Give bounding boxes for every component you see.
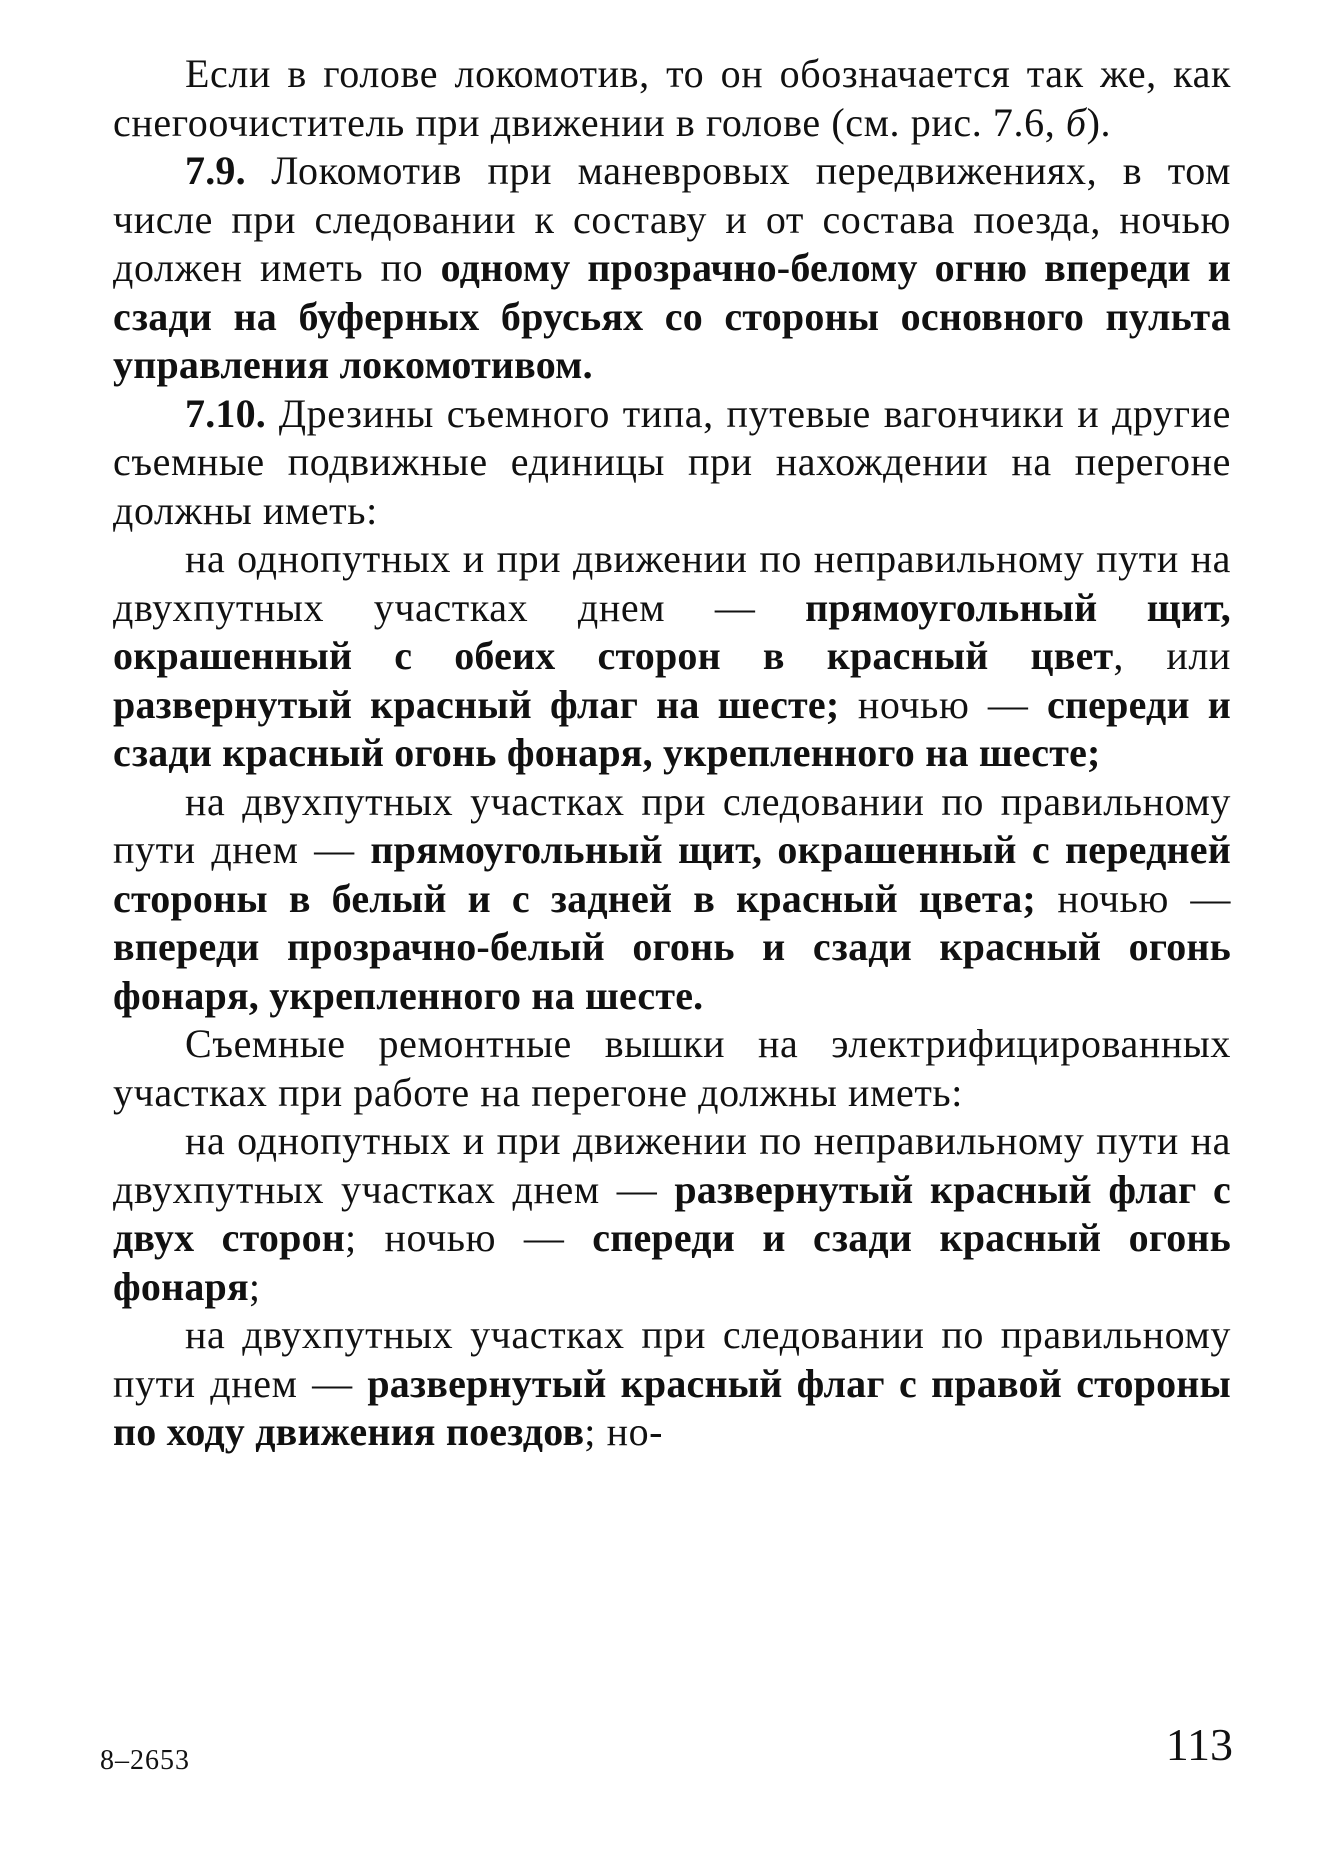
- bold-text: спереди и сзади красный огонь фонаря: [113, 1215, 1231, 1309]
- text-run: , или: [1113, 633, 1231, 678]
- bold-text: прямоугольный щит, окрашенный с обеих сторон в красный цвет: [113, 584, 1231, 678]
- text-run: ; ночью —: [345, 1215, 593, 1260]
- text-run: Локомотив при маневровых передвижениях, в том числе при следовании к составу и от состава поезда, ночью должен иметь по: [113, 148, 1231, 290]
- text-run: на двухпутных участках при следовании по правильному пути днем —: [113, 778, 1231, 872]
- text-run: ночью —: [839, 681, 1047, 727]
- text-run: ; но-: [584, 1409, 664, 1454]
- bold-text: 7.10.: [185, 390, 266, 436]
- text-run: Съемные ремонтные вышки на электрифицированных участках при работе на перегоне должны иметь:: [113, 1021, 1231, 1115]
- body-text: [113, 50, 1231, 1457]
- paragraph: [113, 1117, 1231, 1311]
- bold-text: одному прозрачно-белому огню впереди и сзади на буферных брусьях со стороны основного пульта управления локомотивом.: [113, 245, 1231, 387]
- text-run: ).: [1086, 99, 1112, 145]
- text-run: на двухпутных участках при следовании по правильному пути днем —: [113, 1312, 1231, 1406]
- paragraph: [113, 147, 1231, 390]
- text-run: Если в голове локомотив, то он обозначается так же, как снегоочиститель при движении в голове (см. рис. 7.6,: [113, 51, 1231, 145]
- bold-text: развернутый красный флаг с двух сторон: [113, 1166, 1231, 1260]
- text-run: Дрезины съемного типа, путевые вагончики и другие съемные подвижные единицы при нахождении на перегоне должны иметь:: [113, 390, 1231, 533]
- text-run: на однопутных и при движении по неправильному пути на двухпутных участках днем —: [113, 536, 1231, 630]
- bold-text: развернутый красный флаг на шесте;: [113, 681, 840, 727]
- bold-text: развернутый красный флаг с правой стороны по ходу движения поездов: [113, 1360, 1231, 1454]
- bold-text: 7.9.: [185, 148, 246, 193]
- paragraph: [113, 778, 1231, 1021]
- bold-text: прямоугольный щит, окрашенный с передней стороны в белый и с задней в красный цвета;: [113, 827, 1231, 921]
- text-run: ;: [248, 1263, 261, 1309]
- paragraph: [113, 390, 1231, 536]
- printer-signature: 8–2653: [100, 1745, 190, 1776]
- paragraph: [113, 1311, 1231, 1457]
- italic-text: б: [1065, 99, 1087, 145]
- page-number: 113: [1165, 1719, 1233, 1770]
- text-run: на однопутных и при движении по неправильному пути на двухпутных участках днем —: [113, 1118, 1231, 1212]
- bold-text: впереди прозрачно-белый огонь и сзади красный огонь фонаря, укрепленного на шесте.: [113, 924, 1231, 1018]
- paragraph: [113, 1020, 1231, 1117]
- bold-text: спереди и сзади красный огонь фонаря, укрепленного на шесте;: [113, 681, 1232, 775]
- paragraph: [113, 535, 1231, 778]
- text-run: ночью —: [1035, 875, 1231, 921]
- paragraph: [113, 50, 1231, 147]
